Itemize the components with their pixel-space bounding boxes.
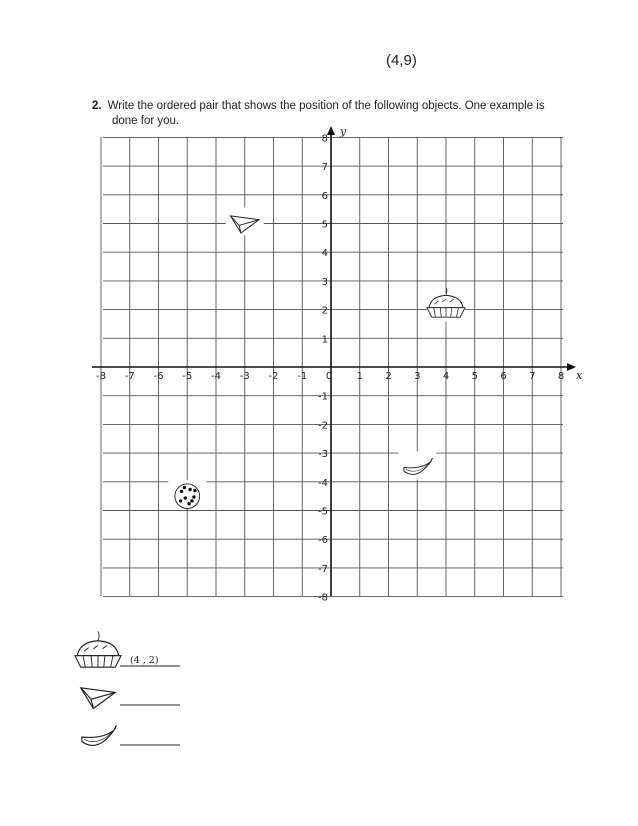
y-tick-label: 2 [321, 305, 328, 317]
y-tick-label: 4 [321, 248, 328, 260]
object-backdrop [398, 451, 436, 479]
x-tick-label: 4 [442, 371, 450, 382]
cookie-chip [193, 489, 196, 492]
paper-plane-icon [81, 688, 116, 709]
x-tick-label: 1 [356, 371, 363, 382]
x-tick-label: -2 [268, 371, 279, 382]
banana-body [82, 730, 114, 745]
top-answer: (4,9) [386, 52, 417, 69]
cookie-chip [183, 486, 186, 489]
cookie-body [175, 484, 200, 509]
x-tick-label: 6 [500, 371, 507, 382]
question-line-2: done for you. [112, 115, 180, 127]
y-tick-label: 6 [321, 190, 328, 202]
y-axis-arrow [327, 126, 335, 135]
x-tick-label: -5 [182, 371, 193, 382]
x-tick-label: 3 [414, 371, 421, 382]
x-tick-label: 8 [557, 371, 565, 382]
y-axis-label: y [340, 125, 347, 138]
x-tick-label: 5 [471, 371, 478, 382]
pie-crust-top [77, 641, 118, 656]
pie-steam [98, 632, 99, 641]
x-tick-label: 7 [529, 371, 536, 382]
cookie-chip [187, 502, 190, 505]
y-tick-label: 7 [321, 162, 328, 174]
y-tick-label: -7 [318, 563, 328, 575]
y-tick-label: -5 [318, 506, 328, 518]
y-tick-label: -2 [318, 420, 328, 432]
pie-icon [75, 632, 121, 668]
x-tick-label: -1 [297, 371, 308, 382]
y-tick-label: -4 [318, 477, 328, 489]
y-tick-label: 8 [321, 133, 328, 145]
x-tick-label: -6 [153, 371, 164, 382]
axes [92, 125, 583, 596]
y-tick-label: 3 [321, 276, 328, 288]
x-tick-label: 0 [325, 371, 333, 382]
cookie-icon [175, 484, 200, 509]
cookie-chip [184, 496, 187, 499]
x-tick-label: -3 [239, 371, 250, 382]
y-tick-label: 5 [321, 219, 328, 231]
x-tick-label: -8 [96, 371, 106, 382]
x-tick-label: -4 [211, 371, 221, 382]
answer-list [75, 632, 180, 746]
banana-icon [82, 726, 117, 746]
x-axis-arrow [567, 363, 576, 371]
plane-wing [81, 688, 116, 709]
tick-labels [96, 133, 564, 603]
cookie-chip [188, 488, 191, 491]
y-tick-label: -6 [318, 535, 328, 547]
question-number: 2. [92, 100, 102, 112]
y-tick-label: -8 [318, 592, 328, 604]
y-tick-label: 1 [321, 334, 328, 346]
answer-text: (4 , 2) [130, 655, 159, 666]
banana-stem [114, 726, 116, 731]
x-axis-label: x [576, 369, 583, 382]
question-line-1: Write the ordered pair that shows the position of the following objects. One example is [107, 100, 545, 112]
cookie-chip [190, 499, 193, 502]
cookie-chip [180, 490, 183, 493]
cookie-chip [179, 499, 182, 502]
y-tick-label: -3 [318, 449, 328, 461]
x-tick-label: 2 [385, 371, 392, 382]
y-tick-label: -1 [318, 391, 328, 403]
x-tick-label: -7 [124, 371, 135, 382]
cookie-chip [192, 495, 195, 498]
